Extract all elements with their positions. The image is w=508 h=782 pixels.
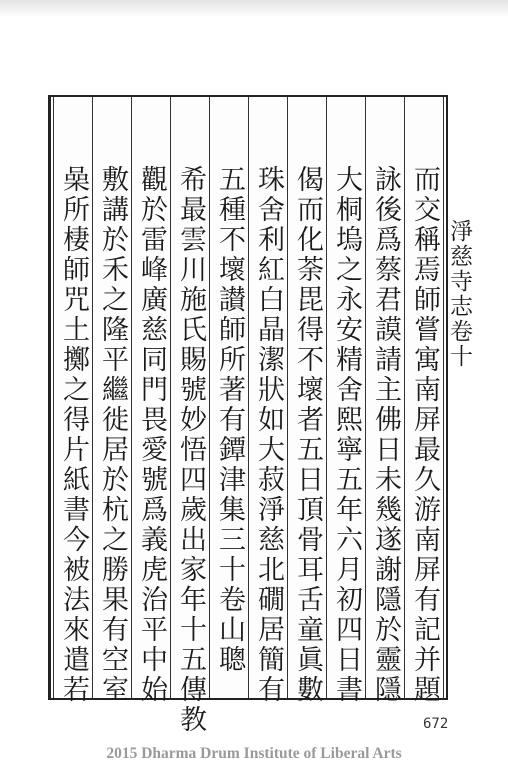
- text-column-1: [404, 97, 443, 705]
- text-column-2: [365, 97, 404, 705]
- text-column-7: [170, 97, 209, 735]
- column-text: 詠後爲蔡君謨請主佛日未幾遂謝隱於靈隱: [370, 165, 401, 705]
- text-column-3: [326, 97, 365, 705]
- column-text: 而交稱焉師嘗寓南屏最久游南屏有記并題: [409, 165, 440, 705]
- margin-strip: [443, 97, 448, 698]
- text-column-8: [131, 97, 170, 705]
- column-text: 珠舍利紅白晶潔狀如大菽淨慈北礀居簡有: [253, 165, 284, 705]
- column-text: 五種不壞讃師所著有鐔津集三十卷山聰: [214, 165, 245, 675]
- column-text: 希最雲川施氏賜號妙悟四歲出家年十五傳教: [175, 165, 206, 735]
- text-column-4: [287, 97, 326, 705]
- column-text: 偈而化荼毘得不壞者五日頂骨耳舌童眞數: [292, 165, 323, 705]
- scan-edge-shadow: [0, 0, 508, 18]
- margin-title: 淨慈寺志卷十: [446, 219, 472, 369]
- column-text: 喿所棲師咒土擲之得片紙書今被法來遣若: [58, 165, 89, 705]
- column-text: 觀於雷峰廣慈同門畏愛號爲義虎治平中始: [136, 165, 167, 705]
- copyright-footer: 2015 Dharma Drum Institute of Liberal Arts: [106, 745, 402, 762]
- text-column-6: [209, 97, 248, 698]
- column-text: 大桐塢之永安精舍熙寧五年六月初四日書: [331, 165, 362, 705]
- column-text: 敷講於禾之隆平繼徙居於杭之勝果有空室: [97, 165, 128, 705]
- page-number: 672: [423, 716, 449, 732]
- text-column-5: [248, 97, 287, 705]
- text-column-10: [53, 97, 92, 705]
- text-column-9: [92, 97, 131, 705]
